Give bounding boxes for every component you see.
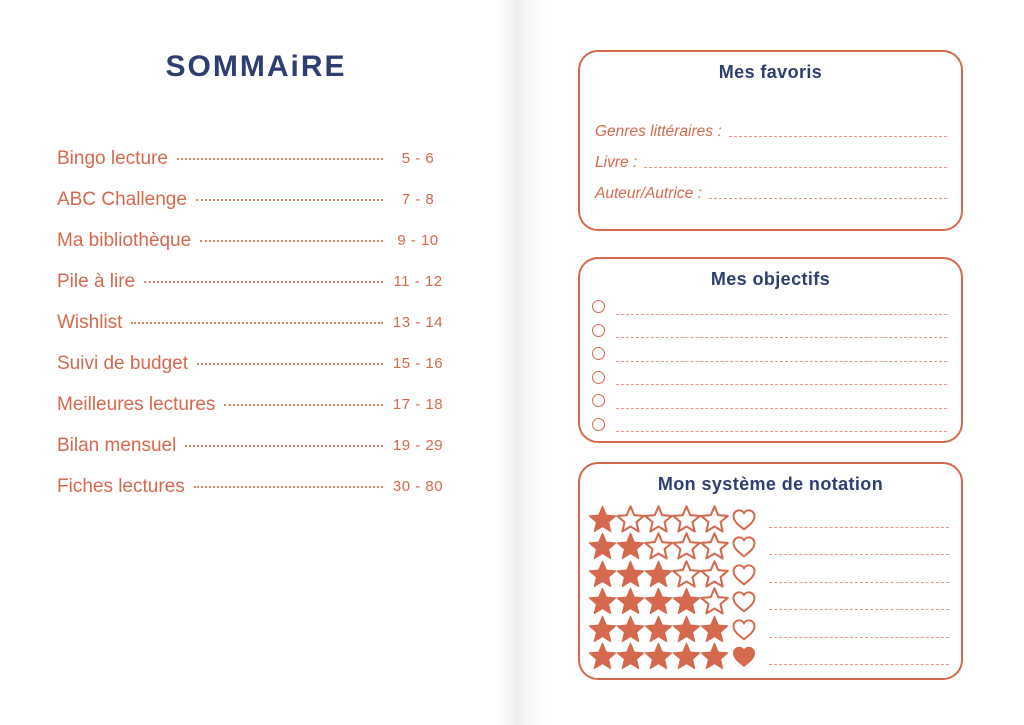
star-filled-icon xyxy=(700,642,729,670)
write-line xyxy=(769,664,949,665)
dotted-leader-icon xyxy=(196,199,383,201)
star-filled-icon xyxy=(588,560,617,588)
toc-entry xyxy=(57,343,444,384)
star-filled-icon xyxy=(700,615,729,643)
star-filled-icon xyxy=(588,615,617,643)
toc-entry-pages: 17 - 18 xyxy=(392,396,444,413)
star-outline-icon xyxy=(672,560,701,588)
toc-entry-label: Pile à lire xyxy=(57,270,136,292)
star-filled-icon xyxy=(616,560,645,588)
bullet-circle-icon xyxy=(592,394,605,407)
toc-entry-label: Ma bibliothèque xyxy=(57,229,192,251)
star-filled-icon xyxy=(588,587,617,615)
bullet-circle-icon xyxy=(592,324,605,337)
heart-outline-icon xyxy=(731,507,757,531)
toc-entry xyxy=(57,384,444,425)
star-filled-icon xyxy=(644,587,673,615)
toc-entry-label: Fiches lectures xyxy=(57,475,185,497)
right-page xyxy=(512,0,1024,725)
dotted-leader-icon xyxy=(177,158,383,160)
write-line xyxy=(616,431,947,432)
star-filled-icon xyxy=(644,642,673,670)
favorite-field xyxy=(595,140,949,171)
favorite-field-label: Livre : xyxy=(595,153,638,171)
heart-outline-icon xyxy=(731,589,757,613)
objective-row xyxy=(592,413,949,437)
star-outline-icon xyxy=(672,505,701,533)
bullet-circle-icon xyxy=(592,418,605,431)
objective-row xyxy=(592,295,949,319)
star-filled-icon xyxy=(672,615,701,643)
toc-entry-label: Suivi de budget xyxy=(57,352,188,374)
favorite-field xyxy=(595,171,949,202)
objectives-title: Mes objectifs xyxy=(710,269,831,289)
toc-entry-label: ABC Challenge xyxy=(57,188,187,210)
page-title: SOMMAiRE xyxy=(165,50,347,83)
rating-list xyxy=(588,505,953,670)
toc-entry xyxy=(57,179,444,220)
toc-entry-pages: 19 - 29 xyxy=(392,437,444,454)
write-line xyxy=(769,582,949,583)
toc-list xyxy=(57,138,444,507)
star-filled-icon xyxy=(588,532,617,560)
objectives-box xyxy=(578,257,963,443)
star-filled-icon xyxy=(616,532,645,560)
rating-row xyxy=(588,505,953,533)
star-outline-icon xyxy=(700,532,729,560)
rating-row xyxy=(588,533,953,561)
write-line xyxy=(709,198,947,199)
dotted-leader-icon xyxy=(197,363,383,365)
write-line xyxy=(644,167,947,168)
objective-row xyxy=(592,342,949,366)
toc-entry-pages: 9 - 10 xyxy=(397,232,439,249)
write-line xyxy=(616,337,947,338)
star-outline-icon xyxy=(644,505,673,533)
write-line xyxy=(616,314,947,315)
dotted-leader-icon xyxy=(131,322,383,324)
toc-entry xyxy=(57,220,444,261)
bullet-circle-icon xyxy=(592,300,605,313)
write-line xyxy=(769,554,949,555)
toc-entry xyxy=(57,302,444,343)
toc-entry-label: Meilleures lectures xyxy=(57,393,216,415)
favorites-fields xyxy=(595,109,949,202)
star-filled-icon xyxy=(644,560,673,588)
favorite-field xyxy=(595,109,949,140)
objective-row xyxy=(592,366,949,390)
toc-entry-pages: 11 - 12 xyxy=(393,273,443,290)
star-filled-icon xyxy=(672,642,701,670)
write-line xyxy=(769,637,949,638)
star-outline-icon xyxy=(672,532,701,560)
write-line xyxy=(616,384,947,385)
rating-row xyxy=(588,588,953,616)
heart-outline-icon xyxy=(731,562,757,586)
toc-entry-pages: 13 - 14 xyxy=(392,314,444,331)
write-line xyxy=(729,136,947,137)
rating-row xyxy=(588,643,953,671)
toc-entry-label: Wishlist xyxy=(57,311,123,333)
toc-entry xyxy=(57,466,444,507)
dotted-leader-icon xyxy=(194,486,383,488)
rating-title: Mon système de notation xyxy=(657,474,884,494)
star-filled-icon xyxy=(616,587,645,615)
write-line xyxy=(769,527,949,528)
bullet-circle-icon xyxy=(592,347,605,360)
toc-entry-label: Bingo lecture xyxy=(57,147,168,169)
star-outline-icon xyxy=(616,505,645,533)
dotted-leader-icon xyxy=(200,240,383,242)
dotted-leader-icon xyxy=(224,404,383,406)
heart-outline-icon xyxy=(731,534,757,558)
objective-row xyxy=(592,319,949,343)
write-line xyxy=(616,361,947,362)
dotted-leader-icon xyxy=(144,281,383,283)
favorites-title: Mes favoris xyxy=(718,62,823,82)
bullet-circle-icon xyxy=(592,371,605,384)
star-filled-icon xyxy=(672,587,701,615)
toc-entry xyxy=(57,425,444,466)
star-filled-icon xyxy=(616,615,645,643)
toc-entry-pages: 30 - 80 xyxy=(392,478,444,495)
objectives-list xyxy=(592,295,949,436)
star-filled-icon xyxy=(588,642,617,670)
rating-row xyxy=(588,560,953,588)
heart-outline-icon xyxy=(731,617,757,641)
star-outline-icon xyxy=(700,587,729,615)
toc-entry-label: Bilan mensuel xyxy=(57,434,177,456)
favorites-box xyxy=(578,50,963,231)
dotted-leader-icon xyxy=(185,445,383,447)
toc-entry-pages: 15 - 16 xyxy=(392,355,444,372)
toc-entry-pages: 7 - 8 xyxy=(401,191,435,208)
favorite-field-label: Auteur/Autrice : xyxy=(595,184,702,202)
heart-filled-icon xyxy=(731,644,757,668)
star-outline-icon xyxy=(700,505,729,533)
write-line xyxy=(769,609,949,610)
star-outline-icon xyxy=(700,560,729,588)
favorite-field-label: Genres littéraires : xyxy=(595,122,722,140)
star-filled-icon xyxy=(644,615,673,643)
rating-row xyxy=(588,615,953,643)
toc-entry-pages: 5 - 6 xyxy=(401,150,435,167)
star-filled-icon xyxy=(588,505,617,533)
toc-entry xyxy=(57,138,444,179)
objective-row xyxy=(592,389,949,413)
write-line xyxy=(616,408,947,409)
rating-box xyxy=(578,462,963,680)
toc-entry xyxy=(57,261,444,302)
star-outline-icon xyxy=(644,532,673,560)
star-filled-icon xyxy=(616,642,645,670)
